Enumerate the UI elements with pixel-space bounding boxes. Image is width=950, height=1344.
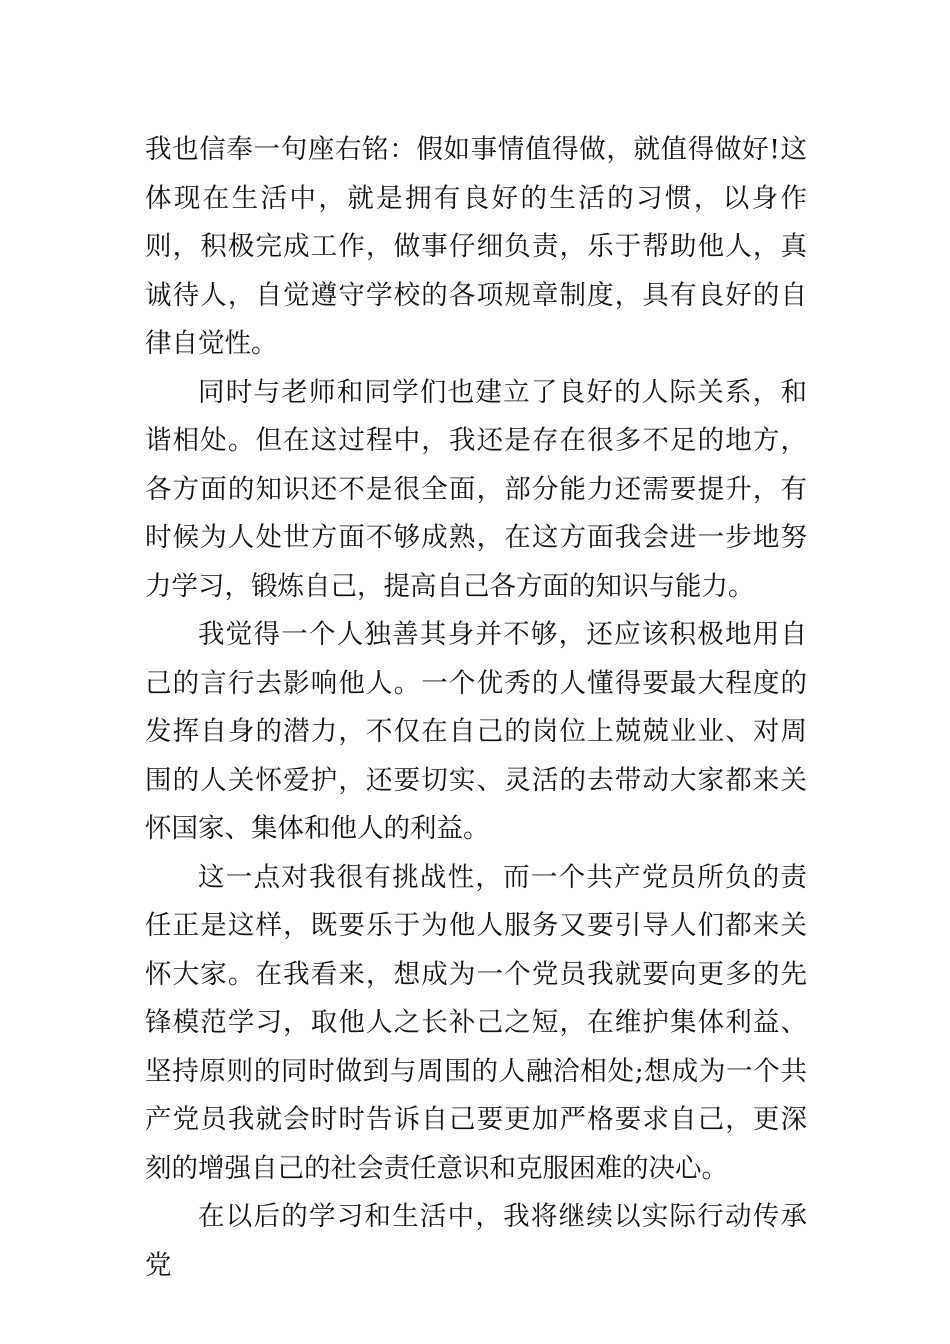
paragraph-1: 我也信奉一句座右铭：假如事情值得做，就值得做好!这体现在生活中，就是拥有良好的生活的习惯，以身作则，积极完成工作，做事仔细负责，乐于帮助他人，真诚待人，自觉遵守学校的各项规章制度，具有良好的自律自觉性。	[145, 134, 807, 359]
paragraph-3: 我觉得一个人独善其身并不够，还应该积极地用自己的言行去影响他人。一个优秀的人懂得要最大程度的发挥自身的潜力，不仅在自己的岗位上兢兢业业、对周围的人关怀爱护，还要切实、灵活的去带动大家都来关怀国家、集体和他人的利益。	[145, 619, 807, 844]
paragraph-5: 在以后的学习和生活中，我将继续以实际行动传承党	[145, 1201, 807, 1281]
paragraph-2: 同时与老师和同学们也建立了良好的人际关系，和谐相处。但在这过程中，我还是存在很多不足的地方，各方面的知识还不是很全面，部分能力还需要提升，有时候为人处世方面不够成熟，在这方面我会进一步地努力学习，锻炼自己，提高自己各方面的知识与能力。	[145, 376, 807, 602]
paragraph-4: 这一点对我很有挑战性，而一个共产党员所负的责任正是这样，既要乐于为他人服务又要引导人们都来关怀大家。在我看来，想成为一个党员我就要向更多的先锋模范学习，取他人之长补己之短，在维护集体利益、坚持原则的同时做到与周围的人融洽相处;想成为一个共产党员我就会时时告诉自己要更加严格要求自己，更深刻的增强自己的社会责任意识和克服困难的决心。	[145, 861, 807, 1184]
document-body	[145, 126, 807, 1290]
